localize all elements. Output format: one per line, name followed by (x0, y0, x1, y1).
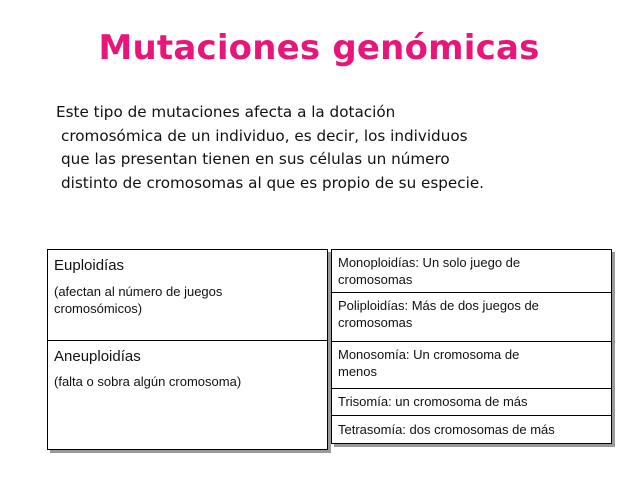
type-line: menos (338, 363, 378, 379)
euploidias-description (54, 284, 222, 317)
intro-line: que las presentan tienen en sus células un número (61, 150, 450, 168)
type-line: cromosomas (338, 271, 413, 287)
poliploidias-cell (331, 292, 612, 341)
monosomia-cell (331, 341, 612, 388)
type-line: cromosomas (338, 314, 413, 330)
aneuploidias-heading: Aneuploidías (54, 348, 141, 365)
euploidias-cell (47, 249, 328, 340)
tetrasomia-cell (331, 415, 612, 444)
type-line: Poliploidías: Más de dos juegos de (338, 298, 539, 313)
trisomia-cell (331, 388, 612, 415)
type-line: Tetrasomía: dos cromosomas de más (338, 422, 555, 437)
type-line: Monoploidías: Un solo juego de (338, 255, 521, 270)
intro-paragraph (56, 101, 576, 195)
intro-line: cromosómica de un individuo, es decir, los individuos (61, 126, 468, 145)
intro-line: distinto de cromosomas al que es propio de su especie. (61, 173, 485, 192)
type-line: Trisomía: un cromosoma de más (338, 394, 528, 409)
monoploidias-cell (331, 249, 612, 292)
aneuploidias-cell (47, 340, 328, 450)
euploidias-description-line: (afectan al número de juegos (54, 284, 223, 299)
right-table-shadow (612, 252, 615, 447)
left-table-shadow (50, 450, 331, 453)
euploidias-description-line: cromosómicos) (54, 300, 143, 316)
type-line: Monosomía: Un cromosoma de (338, 347, 520, 362)
aneuploidias-description: (falta o sobra algún cromosoma) (54, 374, 242, 389)
intro-line: Este tipo de mutaciones afecta a la dotación (56, 103, 396, 121)
right-table-shadow (334, 444, 615, 447)
slide-title: Mutaciones genómicas (98, 28, 540, 68)
euploidias-heading: Euploidías (54, 257, 125, 274)
